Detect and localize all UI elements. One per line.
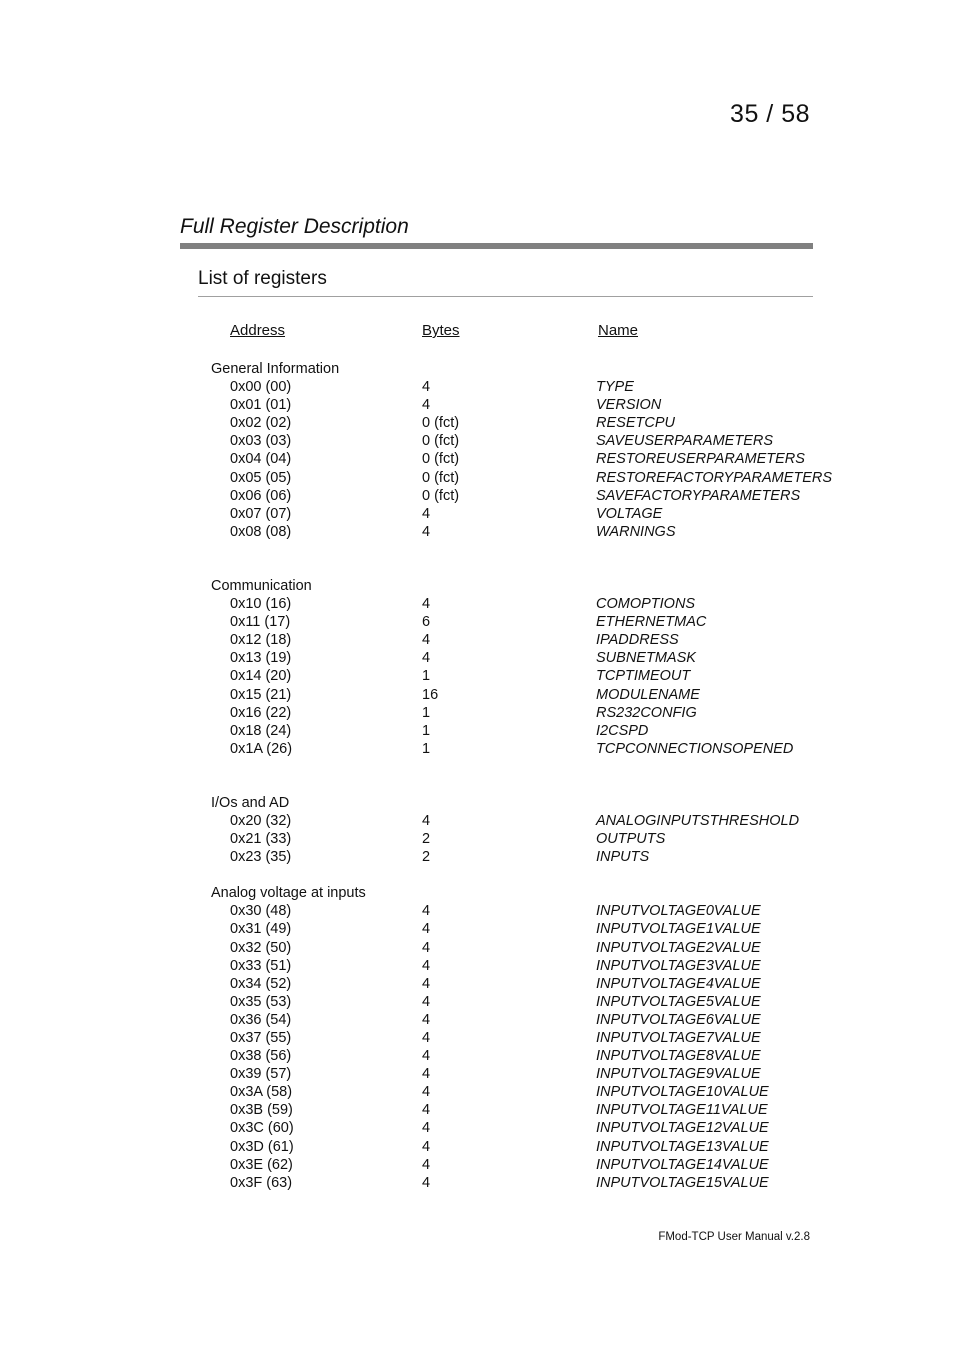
register-name: RESTOREFACTORYPARAMETERS (596, 469, 833, 486)
register-name: WARNINGS (596, 523, 676, 540)
register-name: INPUTVOLTAGE7VALUE (596, 1030, 761, 1046)
register-address: 0x31 (49) (230, 921, 292, 938)
register-bytes: 0 (fct) (422, 451, 460, 468)
register-address: 0x06 (06) (230, 487, 292, 504)
register-row (0, 378, 954, 396)
register-address: 0x05 (05) (230, 469, 292, 486)
register-address: 0x39 (57) (230, 1066, 292, 1083)
register-row (0, 848, 954, 866)
register-bytes: 1 (422, 704, 431, 721)
register-name: INPUTVOLTAGE5VALUE (596, 993, 761, 1010)
register-name: INPUTS (596, 849, 650, 866)
register-group-header (0, 794, 954, 812)
subsection-rule (198, 296, 813, 297)
register-row (0, 631, 954, 649)
register-row (0, 920, 954, 938)
register-group-header (0, 360, 954, 378)
register-address: 0x3E (62) (230, 1156, 293, 1173)
register-address: 0x33 (51) (230, 957, 292, 974)
register-bytes: 4 (422, 650, 431, 667)
register-bytes: 4 (422, 1048, 431, 1065)
register-name: ETHERNETMAC (596, 614, 707, 631)
register-bytes: 4 (422, 523, 431, 540)
register-row (0, 1174, 954, 1192)
register-row (0, 704, 954, 722)
register-name: TYPE (596, 379, 634, 396)
register-group-header (0, 577, 954, 595)
register-address: 0x3F (63) (230, 1174, 293, 1191)
group-spacer (0, 866, 954, 884)
register-row (0, 396, 954, 414)
register-row (0, 1083, 954, 1101)
register-row (0, 686, 954, 704)
register-group-header (0, 884, 954, 902)
register-address: 0x36 (54) (230, 1011, 292, 1028)
register-group-title: General Information (211, 361, 340, 377)
register-address: 0x10 (16) (230, 596, 292, 613)
register-row (0, 432, 954, 450)
register-bytes: 4 (422, 379, 431, 396)
register-bytes: 4 (422, 812, 431, 829)
register-bytes: 4 (422, 1030, 431, 1046)
register-name: SAVEFACTORYPARAMETERS (596, 487, 801, 504)
register-bytes: 0 (fct) (422, 469, 460, 486)
register-bytes: 6 (422, 614, 431, 631)
register-bytes: 4 (422, 1156, 431, 1173)
register-group-title: Analog voltage at inputs (211, 885, 366, 902)
register-bytes: 1 (422, 740, 431, 757)
register-row (0, 902, 954, 920)
footer: FMod-TCP User Manual v.2.8 (658, 1231, 810, 1243)
register-row (0, 1011, 954, 1029)
register-bytes: 4 (422, 1102, 431, 1119)
register-bytes: 0 (fct) (422, 415, 460, 432)
register-row (0, 613, 954, 631)
register-address: 0x21 (33) (230, 831, 292, 848)
subsection-title: List of registers (198, 268, 327, 289)
register-row (0, 469, 954, 487)
register-address: 0x02 (02) (230, 415, 292, 432)
register-row (0, 1101, 954, 1119)
register-address: 0x3C (60) (230, 1120, 294, 1137)
register-name: INPUTVOLTAGE6VALUE (596, 1011, 761, 1028)
register-bytes: 4 (422, 596, 431, 613)
register-row (0, 722, 954, 740)
register-address: 0x14 (20) (230, 668, 292, 685)
register-bytes: 4 (422, 1138, 431, 1155)
section-rule (180, 243, 813, 249)
register-address: 0x3B (59) (230, 1102, 293, 1119)
register-bytes: 16 (422, 686, 439, 703)
register-row (0, 1138, 954, 1156)
register-row (0, 939, 954, 957)
register-address: 0x18 (24) (230, 722, 292, 739)
register-name: ANALOGINPUTSTHRESHOLD (596, 812, 800, 829)
register-name: INPUTVOLTAGE12VALUE (596, 1120, 769, 1137)
register-bytes: 4 (422, 1120, 431, 1137)
register-name: INPUTVOLTAGE3VALUE (596, 957, 761, 974)
group-spacer (0, 541, 954, 577)
register-name: INPUTVOLTAGE13VALUE (596, 1138, 769, 1155)
section-title: Full Register Description (180, 215, 409, 238)
register-bytes: 2 (422, 849, 431, 866)
register-bytes: 2 (422, 831, 431, 848)
register-name: RESTOREUSERPARAMETERS (596, 451, 805, 468)
register-address: 0x07 (07) (230, 505, 292, 522)
register-name: INPUTVOLTAGE0VALUE (596, 903, 761, 920)
register-address: 0x30 (48) (230, 903, 292, 920)
register-address: 0x12 (18) (230, 632, 292, 649)
register-name: INPUTVOLTAGE8VALUE (596, 1048, 761, 1065)
register-row (0, 993, 954, 1011)
register-address: 0x13 (19) (230, 650, 292, 667)
register-row (0, 740, 954, 758)
register-row (0, 1156, 954, 1174)
register-bytes: 4 (422, 957, 431, 974)
register-bytes: 1 (422, 722, 431, 739)
register-group-title: I/Os and AD (211, 794, 290, 811)
register-bytes: 4 (422, 1174, 431, 1191)
register-row (0, 1065, 954, 1083)
register-row (0, 1047, 954, 1065)
group-spacer (0, 758, 954, 794)
register-address: 0x35 (53) (230, 993, 292, 1010)
register-address: 0x16 (22) (230, 704, 292, 721)
register-name: IPADDRESS (596, 632, 679, 649)
register-bytes: 4 (422, 1084, 431, 1101)
register-name: INPUTVOLTAGE4VALUE (596, 975, 761, 992)
register-row (0, 523, 954, 541)
register-row (0, 505, 954, 523)
register-name: TCPCONNECTIONSOPENED (596, 740, 794, 757)
register-address: 0x32 (50) (230, 939, 292, 956)
register-group-title: Communication (211, 577, 312, 594)
register-address: 0x08 (08) (230, 523, 292, 540)
register-bytes: 4 (422, 397, 431, 414)
register-address: 0x34 (52) (230, 975, 292, 992)
register-row (0, 595, 954, 613)
register-list (0, 360, 954, 1192)
register-row (0, 649, 954, 667)
register-name: INPUTVOLTAGE2VALUE (596, 939, 761, 956)
register-name: SAVEUSERPARAMETERS (596, 433, 774, 450)
register-row (0, 487, 954, 505)
register-name: INPUTVOLTAGE9VALUE (596, 1066, 761, 1083)
register-name: RS232CONFIG (596, 704, 697, 721)
register-name: OUTPUTS (596, 831, 666, 848)
register-name: COMOPTIONS (596, 596, 696, 613)
register-name: TCPTIMEOUT (596, 668, 691, 685)
register-address: 0x23 (35) (230, 849, 292, 866)
register-name: VERSION (596, 397, 662, 414)
register-name: INPUTVOLTAGE10VALUE (596, 1084, 769, 1101)
register-name: RESETCPU (596, 415, 675, 432)
register-name: INPUTVOLTAGE1VALUE (596, 921, 761, 938)
register-bytes: 4 (422, 1011, 431, 1028)
register-row (0, 812, 954, 830)
register-bytes: 4 (422, 975, 431, 992)
column-header-bytes: Bytes (422, 322, 460, 339)
register-address: 0x00 (00) (230, 379, 292, 396)
register-address: 0x15 (21) (230, 686, 292, 703)
register-row (0, 1119, 954, 1137)
register-address: 0x38 (56) (230, 1048, 292, 1065)
register-address: 0x01 (01) (230, 397, 292, 414)
register-bytes: 4 (422, 993, 431, 1010)
register-row (0, 957, 954, 975)
register-bytes: 4 (422, 939, 431, 956)
register-name: I2CSPD (596, 722, 649, 739)
register-address: 0x11 (17) (230, 614, 291, 631)
register-address: 0x3A (58) (230, 1084, 293, 1101)
column-header-name: Name (598, 322, 639, 339)
register-bytes: 1 (422, 668, 431, 685)
register-bytes: 4 (422, 1066, 431, 1083)
register-row (0, 830, 954, 848)
register-row (0, 667, 954, 685)
register-row (0, 975, 954, 993)
register-row (0, 414, 954, 432)
register-address: 0x04 (04) (230, 451, 292, 468)
register-bytes: 4 (422, 505, 431, 522)
register-bytes: 4 (422, 921, 431, 938)
register-name: INPUTVOLTAGE14VALUE (596, 1156, 769, 1173)
register-name: MODULENAME (596, 686, 700, 703)
column-header-address: Address (230, 322, 286, 339)
register-bytes: 4 (422, 903, 431, 920)
register-bytes: 0 (fct) (422, 433, 460, 450)
register-address: 0x3D (61) (230, 1138, 294, 1155)
register-address: 0x03 (03) (230, 433, 292, 450)
register-name: SUBNETMASK (596, 650, 696, 667)
register-address: 0x20 (32) (230, 812, 292, 829)
register-address: 0x37 (55) (230, 1030, 292, 1046)
register-row (0, 450, 954, 468)
register-name: VOLTAGE (596, 505, 663, 522)
register-name: INPUTVOLTAGE11VALUE (596, 1102, 768, 1119)
register-bytes: 0 (fct) (422, 487, 460, 504)
register-bytes: 4 (422, 632, 431, 649)
register-address: 0x1A (26) (230, 740, 293, 757)
register-row (0, 1029, 954, 1047)
page-number: 35 / 58 (730, 100, 810, 128)
register-name: INPUTVOLTAGE15VALUE (596, 1174, 769, 1191)
